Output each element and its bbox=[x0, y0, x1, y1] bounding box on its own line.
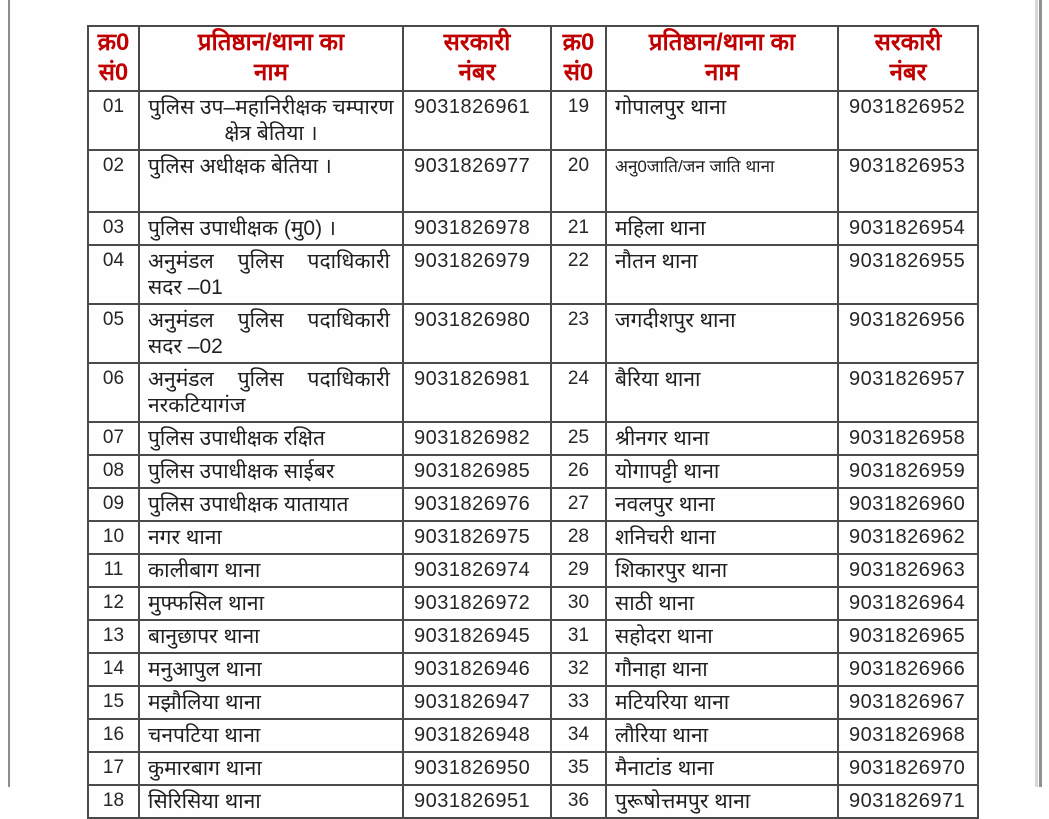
serial-cell: 07 bbox=[88, 422, 139, 455]
phone-number-cell: 9031826982 bbox=[403, 422, 551, 455]
station-name-cell: मझौलिया थाना bbox=[139, 686, 403, 719]
station-name-cell: कालीबाग थाना bbox=[139, 554, 403, 587]
serial-cell: 23 bbox=[551, 304, 606, 363]
station-name-cell: अनु0जाति/जन जाति थाना bbox=[606, 150, 838, 212]
station-name-cell: शनिचरी थाना bbox=[606, 521, 838, 554]
serial-cell: 10 bbox=[88, 521, 139, 554]
phone-number-cell: 9031826968 bbox=[838, 719, 978, 752]
station-name-cell: जगदीशपुर थाना bbox=[606, 304, 838, 363]
serial-cell: 31 bbox=[551, 620, 606, 653]
table-row bbox=[88, 587, 978, 620]
table-row bbox=[88, 363, 978, 422]
station-name-cell: पुलिस उपाधीक्षक (मु0) । bbox=[139, 212, 403, 245]
phone-number-cell: 9031826978 bbox=[403, 212, 551, 245]
phone-number-cell: 9031826964 bbox=[838, 587, 978, 620]
phone-number-cell: 9031826967 bbox=[838, 686, 978, 719]
page-edge-left-line bbox=[8, 0, 10, 787]
header-number-line2: नंबर bbox=[889, 59, 927, 86]
station-name-cell: योगापट्टी थाना bbox=[606, 455, 838, 488]
phone-number-cell: 9031826951 bbox=[403, 785, 551, 818]
phone-number-cell: 9031826961 bbox=[403, 91, 551, 150]
phone-number-cell: 9031826960 bbox=[838, 488, 978, 521]
station-name-cell: मैनाटांड थाना bbox=[606, 752, 838, 785]
station-name-cell: गोपालपुर थाना bbox=[606, 91, 838, 150]
phone-number-cell: 9031826976 bbox=[403, 488, 551, 521]
table-row bbox=[88, 521, 978, 554]
serial-cell: 16 bbox=[88, 719, 139, 752]
serial-cell: 09 bbox=[88, 488, 139, 521]
station-name-cell: साठी थाना bbox=[606, 587, 838, 620]
phone-number-cell: 9031826979 bbox=[403, 245, 551, 304]
table-header bbox=[88, 26, 978, 91]
phone-number-cell: 9031826957 bbox=[838, 363, 978, 422]
serial-cell: 03 bbox=[88, 212, 139, 245]
serial-cell: 24 bbox=[551, 363, 606, 422]
header-serial-line2: सं0 bbox=[563, 59, 594, 86]
serial-cell: 34 bbox=[551, 719, 606, 752]
header-serial-line1: क्र0 bbox=[562, 29, 595, 56]
serial-cell: 33 bbox=[551, 686, 606, 719]
header-serial-right bbox=[551, 26, 606, 91]
table-row bbox=[88, 245, 978, 304]
phone-number-cell: 9031826947 bbox=[403, 686, 551, 719]
phone-number-cell: 9031826972 bbox=[403, 587, 551, 620]
station-name-cell: पुरूषोत्तमपुर थाना bbox=[606, 785, 838, 818]
station-name-cell: मुफ्फसिल थाना bbox=[139, 587, 403, 620]
station-name-cell: गौनाहा थाना bbox=[606, 653, 838, 686]
table-row bbox=[88, 304, 978, 363]
header-serial-line2: सं0 bbox=[98, 59, 129, 86]
header-name-line2: नाम bbox=[705, 59, 739, 86]
station-name-cell: पुलिस उपाधीक्षक साईबर bbox=[139, 455, 403, 488]
station-name-cell: लौरिया थाना bbox=[606, 719, 838, 752]
station-name-cell: बैरिया थाना bbox=[606, 363, 838, 422]
serial-cell: 29 bbox=[551, 554, 606, 587]
header-name-line1: प्रतिष्ठान/थाना का bbox=[648, 29, 796, 56]
station-name-cell: पुलिस उप–महानिरीक्षक चम्पारण क्षेत्र बेतिया । bbox=[139, 91, 403, 150]
station-name-cell: अनुमंडल पुलिस पदाधिकारी नरकटियागंज bbox=[139, 363, 403, 422]
phone-number-cell: 9031826945 bbox=[403, 620, 551, 653]
table-row bbox=[88, 422, 978, 455]
serial-cell: 04 bbox=[88, 245, 139, 304]
header-serial-line1: क्र0 bbox=[97, 29, 130, 56]
serial-cell: 01 bbox=[88, 91, 139, 150]
station-name-cell: कुमारबाग थाना bbox=[139, 752, 403, 785]
station-name-cell: सहोदरा थाना bbox=[606, 620, 838, 653]
station-name-cell: अनुमंडल पुलिस पदाधिकारी सदर –01 bbox=[139, 245, 403, 304]
serial-cell: 05 bbox=[88, 304, 139, 363]
header-number-line1: सरकारी bbox=[443, 29, 511, 56]
table-row bbox=[88, 91, 978, 150]
header-row bbox=[88, 26, 978, 91]
table-row bbox=[88, 455, 978, 488]
phone-number-cell: 9031826974 bbox=[403, 554, 551, 587]
phone-number-cell: 9031826981 bbox=[403, 363, 551, 422]
table-row bbox=[88, 752, 978, 785]
phone-number-cell: 9031826958 bbox=[838, 422, 978, 455]
page-edge-right-line bbox=[1039, 0, 1042, 787]
station-name-cell: शिकारपुर थाना bbox=[606, 554, 838, 587]
table-row bbox=[88, 620, 978, 653]
serial-cell: 02 bbox=[88, 150, 139, 212]
header-name-line1: प्रतिष्ठान/थाना का bbox=[197, 29, 345, 56]
phone-number-cell: 9031826954 bbox=[838, 212, 978, 245]
phone-number-cell: 9031826965 bbox=[838, 620, 978, 653]
station-name-cell: महिला थाना bbox=[606, 212, 838, 245]
table-row bbox=[88, 554, 978, 587]
phone-number-cell: 9031826971 bbox=[838, 785, 978, 818]
phone-number-cell: 9031826959 bbox=[838, 455, 978, 488]
header-number-line2: नंबर bbox=[458, 59, 496, 86]
police-phone-directory-table bbox=[87, 25, 979, 819]
phone-number-cell: 9031826962 bbox=[838, 521, 978, 554]
serial-cell: 19 bbox=[551, 91, 606, 150]
phone-number-cell: 9031826963 bbox=[838, 554, 978, 587]
phone-number-cell: 9031826966 bbox=[838, 653, 978, 686]
serial-cell: 08 bbox=[88, 455, 139, 488]
station-name-cell: पुलिस अधीक्षक बेतिया । bbox=[139, 150, 403, 212]
header-name-left bbox=[139, 26, 403, 91]
station-name-cell: पुलिस उपाधीक्षक यातायात bbox=[139, 488, 403, 521]
serial-cell: 35 bbox=[551, 752, 606, 785]
serial-cell: 25 bbox=[551, 422, 606, 455]
serial-cell: 26 bbox=[551, 455, 606, 488]
table-row bbox=[88, 488, 978, 521]
table-row bbox=[88, 719, 978, 752]
phone-number-cell: 9031826955 bbox=[838, 245, 978, 304]
phone-number-cell: 9031826950 bbox=[403, 752, 551, 785]
station-name-cell: बानुछापर थाना bbox=[139, 620, 403, 653]
station-name-cell: श्रीनगर थाना bbox=[606, 422, 838, 455]
header-number-right bbox=[838, 26, 978, 91]
station-name-cell: मनुआपुल थाना bbox=[139, 653, 403, 686]
header-name-line2: नाम bbox=[254, 59, 288, 86]
phone-number-cell: 9031826975 bbox=[403, 521, 551, 554]
phone-number-cell: 9031826953 bbox=[838, 150, 978, 212]
table-row bbox=[88, 212, 978, 245]
phone-number-cell: 9031826956 bbox=[838, 304, 978, 363]
phone-number-cell: 9031826985 bbox=[403, 455, 551, 488]
serial-cell: 06 bbox=[88, 363, 139, 422]
serial-cell: 32 bbox=[551, 653, 606, 686]
serial-cell: 13 bbox=[88, 620, 139, 653]
table-row bbox=[88, 785, 978, 818]
serial-cell: 14 bbox=[88, 653, 139, 686]
serial-cell: 17 bbox=[88, 752, 139, 785]
serial-cell: 36 bbox=[551, 785, 606, 818]
header-number-left bbox=[403, 26, 551, 91]
serial-cell: 15 bbox=[88, 686, 139, 719]
header-name-right bbox=[606, 26, 838, 91]
serial-cell: 18 bbox=[88, 785, 139, 818]
phone-number-cell: 9031826980 bbox=[403, 304, 551, 363]
header-serial-left bbox=[88, 26, 139, 91]
station-name-cell: मटियरिया थाना bbox=[606, 686, 838, 719]
station-name-cell: नौतन थाना bbox=[606, 245, 838, 304]
serial-cell: 30 bbox=[551, 587, 606, 620]
serial-cell: 20 bbox=[551, 150, 606, 212]
header-number-line1: सरकारी bbox=[874, 29, 942, 56]
serial-cell: 22 bbox=[551, 245, 606, 304]
table-row bbox=[88, 686, 978, 719]
serial-cell: 12 bbox=[88, 587, 139, 620]
phone-number-cell: 9031826946 bbox=[403, 653, 551, 686]
table-row bbox=[88, 653, 978, 686]
phone-number-cell: 9031826977 bbox=[403, 150, 551, 212]
station-name-cell: नगर थाना bbox=[139, 521, 403, 554]
table-row bbox=[88, 150, 978, 212]
station-name-cell: अनुमंडल पुलिस पदाधिकारी सदर –02 bbox=[139, 304, 403, 363]
station-name-cell: चनपटिया थाना bbox=[139, 719, 403, 752]
station-name-cell: पुलिस उपाधीक्षक रक्षित bbox=[139, 422, 403, 455]
serial-cell: 21 bbox=[551, 212, 606, 245]
serial-cell: 28 bbox=[551, 521, 606, 554]
phone-number-cell: 9031826952 bbox=[838, 91, 978, 150]
serial-cell: 27 bbox=[551, 488, 606, 521]
station-name-cell: नवलपुर थाना bbox=[606, 488, 838, 521]
phone-number-cell: 9031826970 bbox=[838, 752, 978, 785]
phone-number-cell: 9031826948 bbox=[403, 719, 551, 752]
station-name-cell: सिरिसिया थाना bbox=[139, 785, 403, 818]
table-body bbox=[88, 91, 978, 818]
serial-cell: 11 bbox=[88, 554, 139, 587]
